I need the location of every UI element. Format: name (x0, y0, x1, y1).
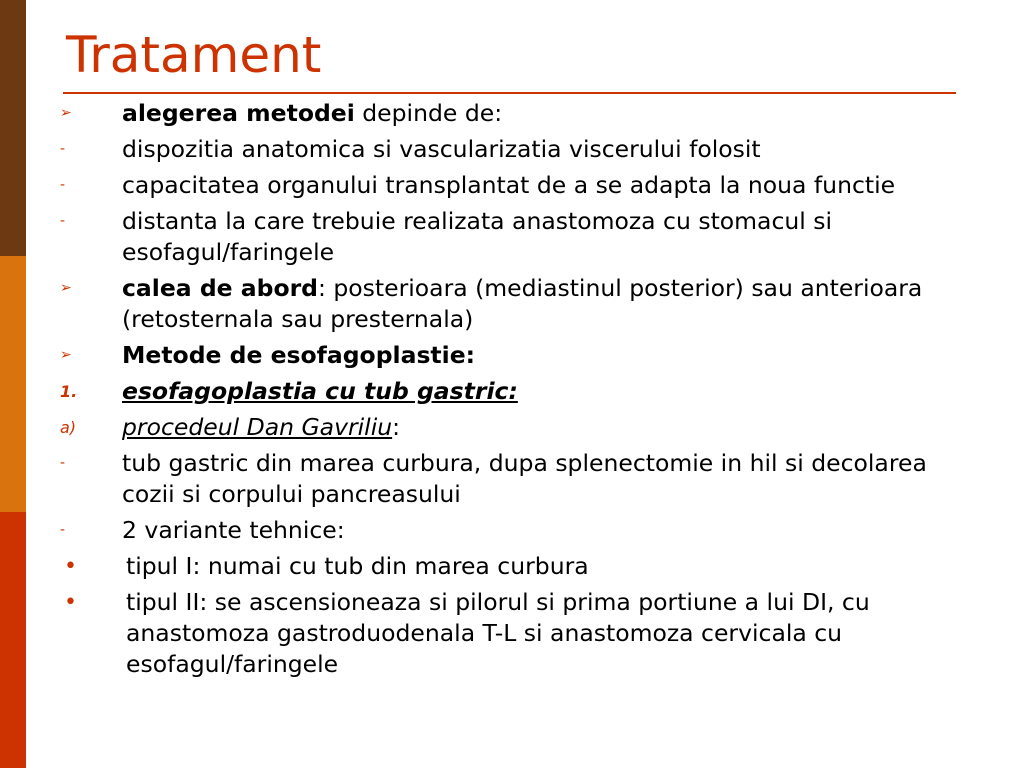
item-body-text: dispozitia anatomica si vascularizatia viscerului folosit (122, 135, 761, 163)
arrow-bullet-icon: ➢ (60, 347, 72, 363)
slide-content-list (60, 98, 960, 685)
list-item-text (122, 98, 960, 129)
arrow-bullet-icon: ➢ (60, 105, 72, 121)
dash-bullet-icon: - (60, 177, 66, 193)
item-strong-text: calea de abord (122, 274, 318, 302)
list-item (60, 515, 960, 546)
item-body-text: tipul II: se ascensioneaza si pilorul si prima portiune a lui DI, cu anastomoza gastroduodenala T-L si anastomoza cervicala cu esofagul/faringele (126, 588, 870, 678)
list-item-numbered-heading (60, 376, 960, 407)
item-strong-text: Metode de esofagoplastie: (122, 341, 476, 369)
list-item-text (122, 412, 960, 443)
title-divider (63, 92, 956, 94)
letter-marker: a) (60, 418, 77, 437)
list-item (60, 134, 960, 165)
list-item (60, 170, 960, 201)
dash-bullet-icon: - (60, 141, 66, 157)
number-marker: 1. (60, 382, 78, 401)
list-item (60, 206, 960, 268)
dot-bullet-icon: • (64, 554, 77, 579)
item-body-text: tipul I: numai cu tub din marea curbura (126, 552, 589, 580)
item-body-text: depinde de: (354, 99, 503, 127)
item-body-text: tub gastric din marea curbura, dupa splenectomie in hil si decolarea cozii si corpului pancreasului (122, 449, 927, 508)
procedure-link[interactable]: procedeul Dan Gavriliu (122, 413, 393, 441)
sidebar-stripe-middle (0, 256, 26, 512)
list-item (60, 448, 960, 510)
list-item-calea-de-abord (60, 273, 960, 335)
item-body-text: distanta la care trebuie realizata anastomoza cu stomacul si esofagul/faringele (122, 207, 833, 266)
list-item-metode (60, 340, 960, 371)
list-item-procedeu (60, 412, 960, 443)
list-item (60, 587, 960, 680)
list-item-alegerea-metodei (60, 98, 960, 129)
sidebar-stripe-bottom (0, 512, 26, 768)
dash-bullet-icon: - (60, 522, 66, 538)
dash-bullet-icon: - (60, 213, 66, 229)
item-body-text: : posterioara (mediastinul posterior) sau anterioara (retosternala sau presternala) (122, 274, 923, 333)
dot-bullet-icon: • (64, 590, 77, 615)
sidebar-stripe-top (0, 0, 26, 256)
list-item (60, 551, 960, 582)
slide-title: Tratament (66, 26, 322, 84)
arrow-bullet-icon: ➢ (60, 280, 72, 296)
list-item-text (122, 273, 960, 335)
item-body-text: : (392, 413, 401, 441)
dash-bullet-icon: - (60, 455, 66, 471)
item-body-text: capacitatea organului transplantat de a se adapta la noua functie (122, 171, 896, 199)
item-body-text: 2 variante tehnice: (122, 516, 345, 544)
item-strong-text: alegerea metodei (122, 99, 355, 127)
section-heading: esofagoplastia cu tub gastric: (122, 377, 518, 405)
